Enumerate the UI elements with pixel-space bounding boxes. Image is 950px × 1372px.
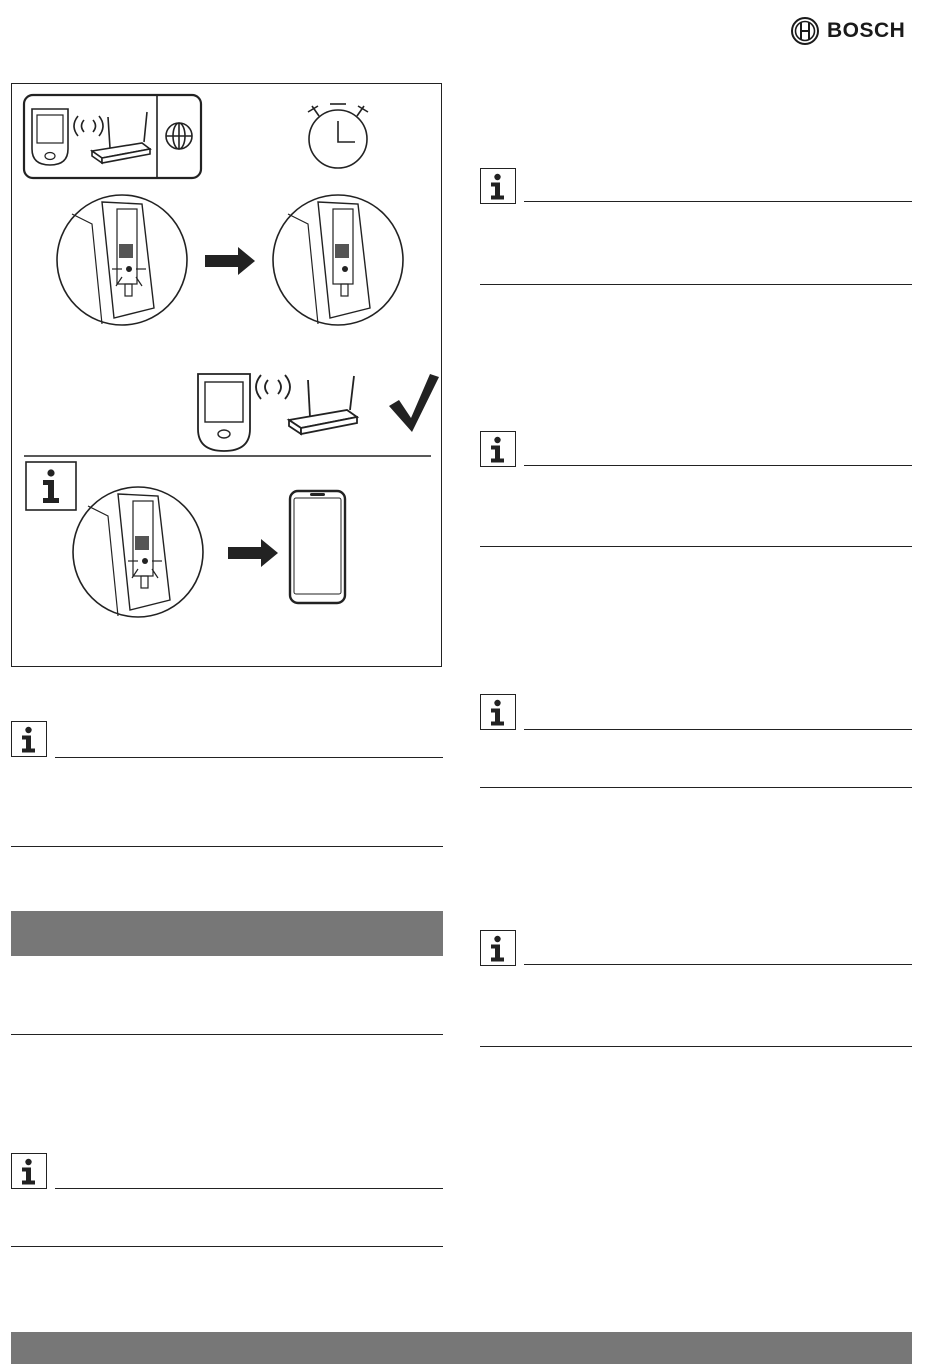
bosch-armature-icon — [790, 16, 820, 46]
setup-illustration — [11, 83, 442, 667]
note-rule-bottom — [480, 787, 912, 788]
router-icon — [289, 376, 357, 434]
section-header-band — [11, 911, 443, 956]
display-unit-icon — [32, 109, 68, 165]
note-rule-bottom — [11, 1246, 443, 1247]
device-closeup-share — [73, 487, 203, 617]
info-icon — [480, 431, 516, 467]
note-rule-bottom — [11, 846, 443, 847]
device-closeup-after — [273, 195, 403, 325]
note-rule-top — [524, 201, 912, 202]
info-icon — [480, 694, 516, 730]
globe-icon — [166, 123, 192, 149]
footer-band — [11, 1332, 912, 1364]
note-rule-top — [524, 964, 912, 965]
note-rule-top — [524, 729, 912, 730]
display-unit-icon — [198, 374, 250, 451]
info-icon — [480, 168, 516, 204]
arrow-right-icon — [228, 539, 278, 567]
note-rule-bottom — [480, 1046, 912, 1047]
note-rule-top — [55, 1188, 443, 1189]
stopwatch-icon — [308, 104, 368, 168]
wifi-signal-icon — [256, 375, 290, 399]
checkmark-icon — [389, 374, 439, 432]
note-rule-top — [524, 465, 912, 466]
info-icon — [26, 462, 76, 510]
info-icon — [11, 1153, 47, 1189]
info-icon — [11, 721, 47, 757]
brand-name: BOSCH — [827, 19, 906, 42]
info-icon — [480, 930, 516, 966]
note-rule-bottom — [480, 546, 912, 547]
arrow-right-icon — [205, 247, 255, 275]
note-rule-top — [55, 757, 443, 758]
bosch-logo — [790, 16, 905, 46]
note-rule-bottom — [480, 284, 912, 285]
section-rule — [11, 1034, 443, 1035]
smartphone-icon — [290, 491, 345, 603]
device-closeup-before — [57, 195, 187, 325]
